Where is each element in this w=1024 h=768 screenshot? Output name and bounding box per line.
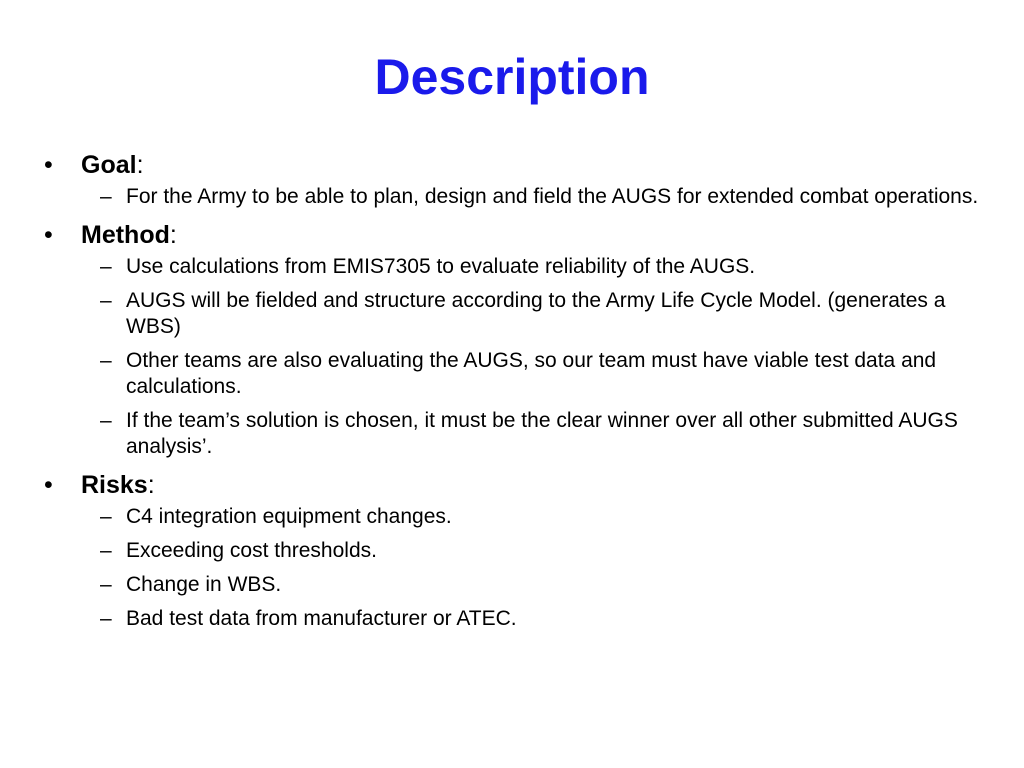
section-risks xyxy=(40,468,1000,632)
bullet-item xyxy=(40,468,1000,502)
sub-item xyxy=(40,408,1000,460)
sub-item xyxy=(40,504,1000,530)
sub-item-text: Other teams are also evaluating the AUGS, so our team must have viable test data and calculations. xyxy=(126,349,937,398)
dash-bullet-icon: – xyxy=(100,349,112,372)
bullet-dot-icon: • xyxy=(44,471,53,499)
sub-item-text: Exceeding cost thresholds. xyxy=(126,539,377,562)
sub-item-text: Change in WBS. xyxy=(126,573,282,596)
dash-bullet-icon: – xyxy=(100,573,112,596)
section-heading: Method xyxy=(81,221,170,249)
section-method xyxy=(40,218,1000,460)
dash-bullet-icon: – xyxy=(100,539,112,562)
sub-item xyxy=(40,254,1000,280)
sub-item-text: Bad test data from manufacturer or ATEC. xyxy=(126,607,517,630)
bullet-item xyxy=(40,148,1000,182)
dash-bullet-icon: – xyxy=(100,255,112,278)
sub-item-text: For the Army to be able to plan, design and field the AUGS for extended combat operations. xyxy=(126,185,979,208)
section-heading: Risks xyxy=(81,471,148,499)
section-heading-colon: : xyxy=(136,151,144,179)
bullet-item xyxy=(40,218,1000,252)
slide-content xyxy=(40,144,1000,640)
dash-bullet-icon: – xyxy=(100,607,112,630)
sub-item-text: AUGS will be fielded and structure according to the Army Life Cycle Model. (generates a WBS) xyxy=(126,289,946,338)
sub-item xyxy=(40,288,1000,340)
sub-item xyxy=(40,184,1000,210)
sub-list xyxy=(40,184,1000,210)
dash-bullet-icon: – xyxy=(100,185,112,208)
sub-list xyxy=(40,254,1000,460)
sub-item xyxy=(40,538,1000,564)
slide-title: Description xyxy=(374,49,650,105)
dash-bullet-icon: – xyxy=(100,505,112,528)
dash-bullet-icon: – xyxy=(100,409,112,432)
sub-item xyxy=(40,572,1000,598)
sub-item xyxy=(40,606,1000,632)
sub-item xyxy=(40,348,1000,400)
section-heading-colon: : xyxy=(147,471,155,499)
sub-list xyxy=(40,504,1000,632)
section-heading-colon: : xyxy=(169,221,177,249)
bullet-dot-icon: • xyxy=(44,221,53,249)
sub-item-text: Use calculations from EMIS7305 to evaluate reliability of the AUGS. xyxy=(126,255,756,278)
dash-bullet-icon: – xyxy=(100,289,112,312)
sub-item-text: If the team’s solution is chosen, it must be the clear winner over all other submitted AUGS analysis’. xyxy=(126,409,958,458)
bullet-dot-icon: • xyxy=(44,151,53,179)
section-heading: Goal xyxy=(81,151,137,179)
sub-item-text: C4 integration equipment changes. xyxy=(126,505,452,528)
section-goal xyxy=(40,148,1000,210)
